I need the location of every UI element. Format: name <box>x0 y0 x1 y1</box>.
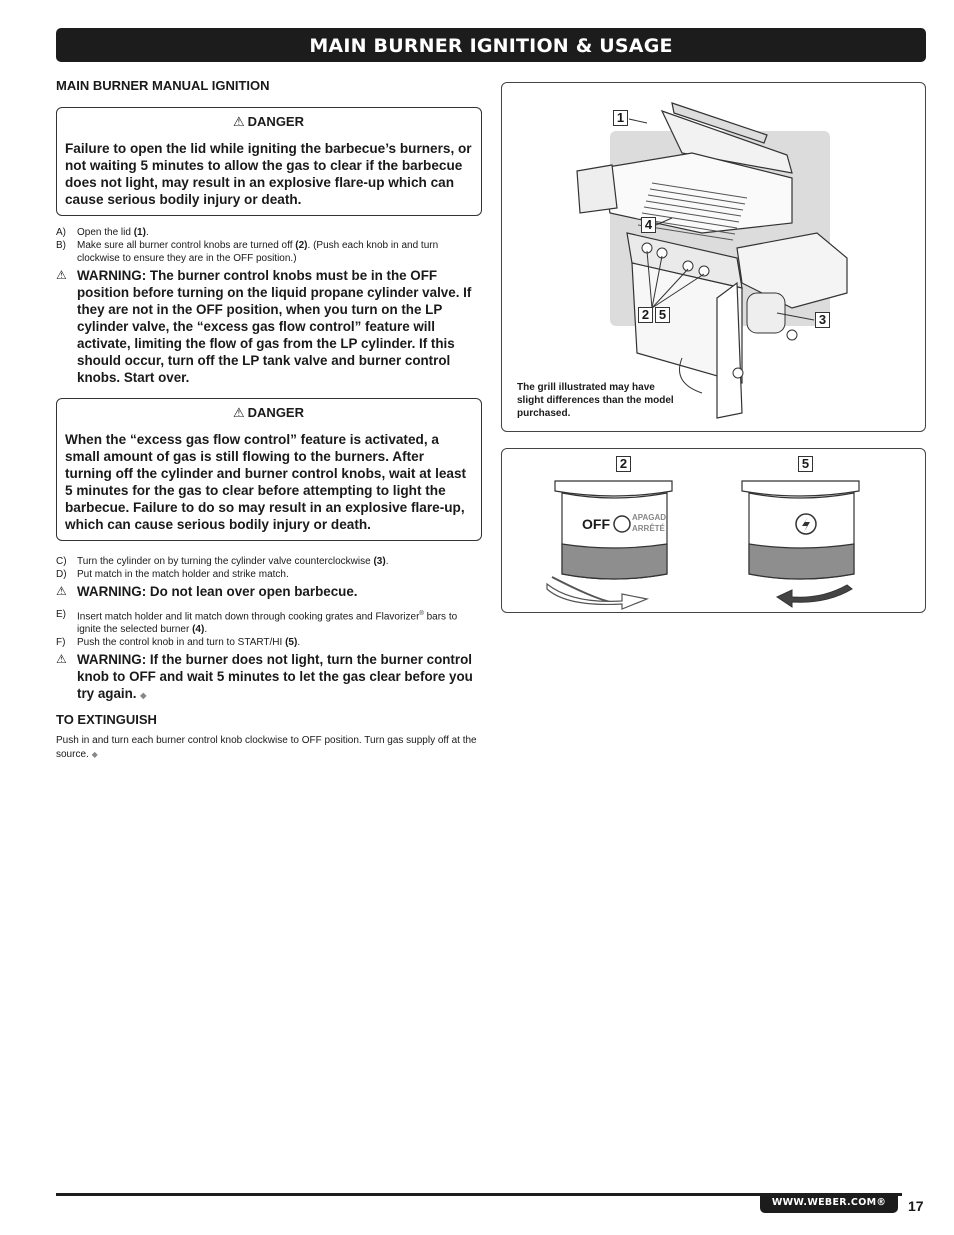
step-b: B) Make sure all burner control knobs are turned off (2). (Push each knob in and turn clockwise to ensure they are in the OFF position.) <box>56 240 439 264</box>
warning-triangle-icon: ⚠ <box>233 405 245 420</box>
page-number: 17 <box>908 1198 924 1214</box>
step-a: A) Open the lid (1). <box>56 227 149 238</box>
danger-box-lid <box>56 107 482 216</box>
knob-off-label: OFF <box>582 516 610 532</box>
callout-4: 4 <box>641 217 656 233</box>
instructions-column <box>56 78 482 761</box>
end-diamond-icon: ◆ <box>140 691 147 701</box>
figure-caption: The grill illustrated may have slight differences than the model purchased. <box>517 382 674 419</box>
extinguish-text: Push in and turn each burner control knob clockwise to OFF position. Turn gas supply off at the source. ◆ <box>56 735 477 760</box>
steps-ab <box>56 226 482 265</box>
svg-text:ARRÊTÉ: ARRÊTÉ <box>632 524 665 533</box>
callout-5: 5 <box>798 456 813 472</box>
warning-triangle-icon: ⚠ <box>56 268 67 282</box>
svg-text:APAGAD: APAGAD <box>632 513 667 522</box>
warning-lean: ⚠ WARNING: Do not lean over open barbecue. <box>56 584 358 599</box>
page-title: MAIN BURNER IGNITION & USAGE <box>56 28 926 62</box>
danger-title: ⚠ DANGER <box>233 114 304 129</box>
callout-3: 3 <box>815 312 830 328</box>
step-e: E) Insert match holder and lit match down through cooking grates and Flavorizer® bars to ignite the selected burner (4). <box>56 609 458 636</box>
step-d: D) Put match in the match holder and strike match. <box>56 569 289 580</box>
callout-5: 5 <box>655 307 670 323</box>
warning-knobs-off: ⚠ WARNING: The burner control knobs must be in the OFF position before turning on the liquid propane cylinder valve. If they are not in the OFF position, when you turn on the LP cylinder valve, the “excess gas flow control” feature will activate, limiting the flow of gas from the LP cylinder. If this should occur, turn off the LP tank valve and burner control knobs. Start over. <box>56 268 472 385</box>
steps-cd <box>56 555 482 581</box>
danger-title: ⚠ DANGER <box>233 405 304 420</box>
knob-illustration <box>501 448 926 613</box>
step-f: F) Push the control knob in and turn to START/HI (5). <box>56 637 301 649</box>
warning-relight: ⚠ WARNING: If the burner does not light, turn the burner control knob to OFF and wait 5 minutes to let the gas clear before you try again. ◆ <box>56 651 482 704</box>
knob-drawing <box>502 449 927 614</box>
section-heading: MAIN BURNER MANUAL IGNITION <box>56 78 270 93</box>
steps-ef <box>56 608 482 649</box>
danger-text: When the “excess gas flow control” feature is activated, a small amount of gas is still flowing to the burners. After turning off the cylinder and burner control knobs, wait at least 5 minutes for the gas to clear before attempting to light the barbecue. Failure to do so may result in an explosive flare-up, which can cause serious bodily injury or death. <box>65 432 467 532</box>
step-c: C) Turn the cylinder on by turning the cylinder valve counterclockwise (3). <box>56 556 389 567</box>
danger-text: Failure to open the lid while igniting the barbecue’s burners, or not waiting 5 minutes to allow the gas to clear if the barbecue does not light, may result in an explosive flare-up which can cause serious bodily injury or death. <box>65 141 472 207</box>
callout-2: 2 <box>638 307 653 323</box>
callout-2: 2 <box>616 456 631 472</box>
warning-triangle-icon: ⚠ <box>56 584 67 598</box>
warning-triangle-icon: ⚠ <box>233 114 245 129</box>
grill-illustration <box>501 82 926 432</box>
warning-triangle-icon: ⚠ <box>56 652 67 667</box>
end-diamond-icon: ◆ <box>91 749 98 759</box>
danger-box-gas-flow <box>56 398 482 541</box>
callout-1: 1 <box>613 110 628 126</box>
footer-url: WWW.WEBER.COM® <box>760 1193 898 1213</box>
extinguish-heading: TO EXTINGUISH <box>56 712 157 728</box>
